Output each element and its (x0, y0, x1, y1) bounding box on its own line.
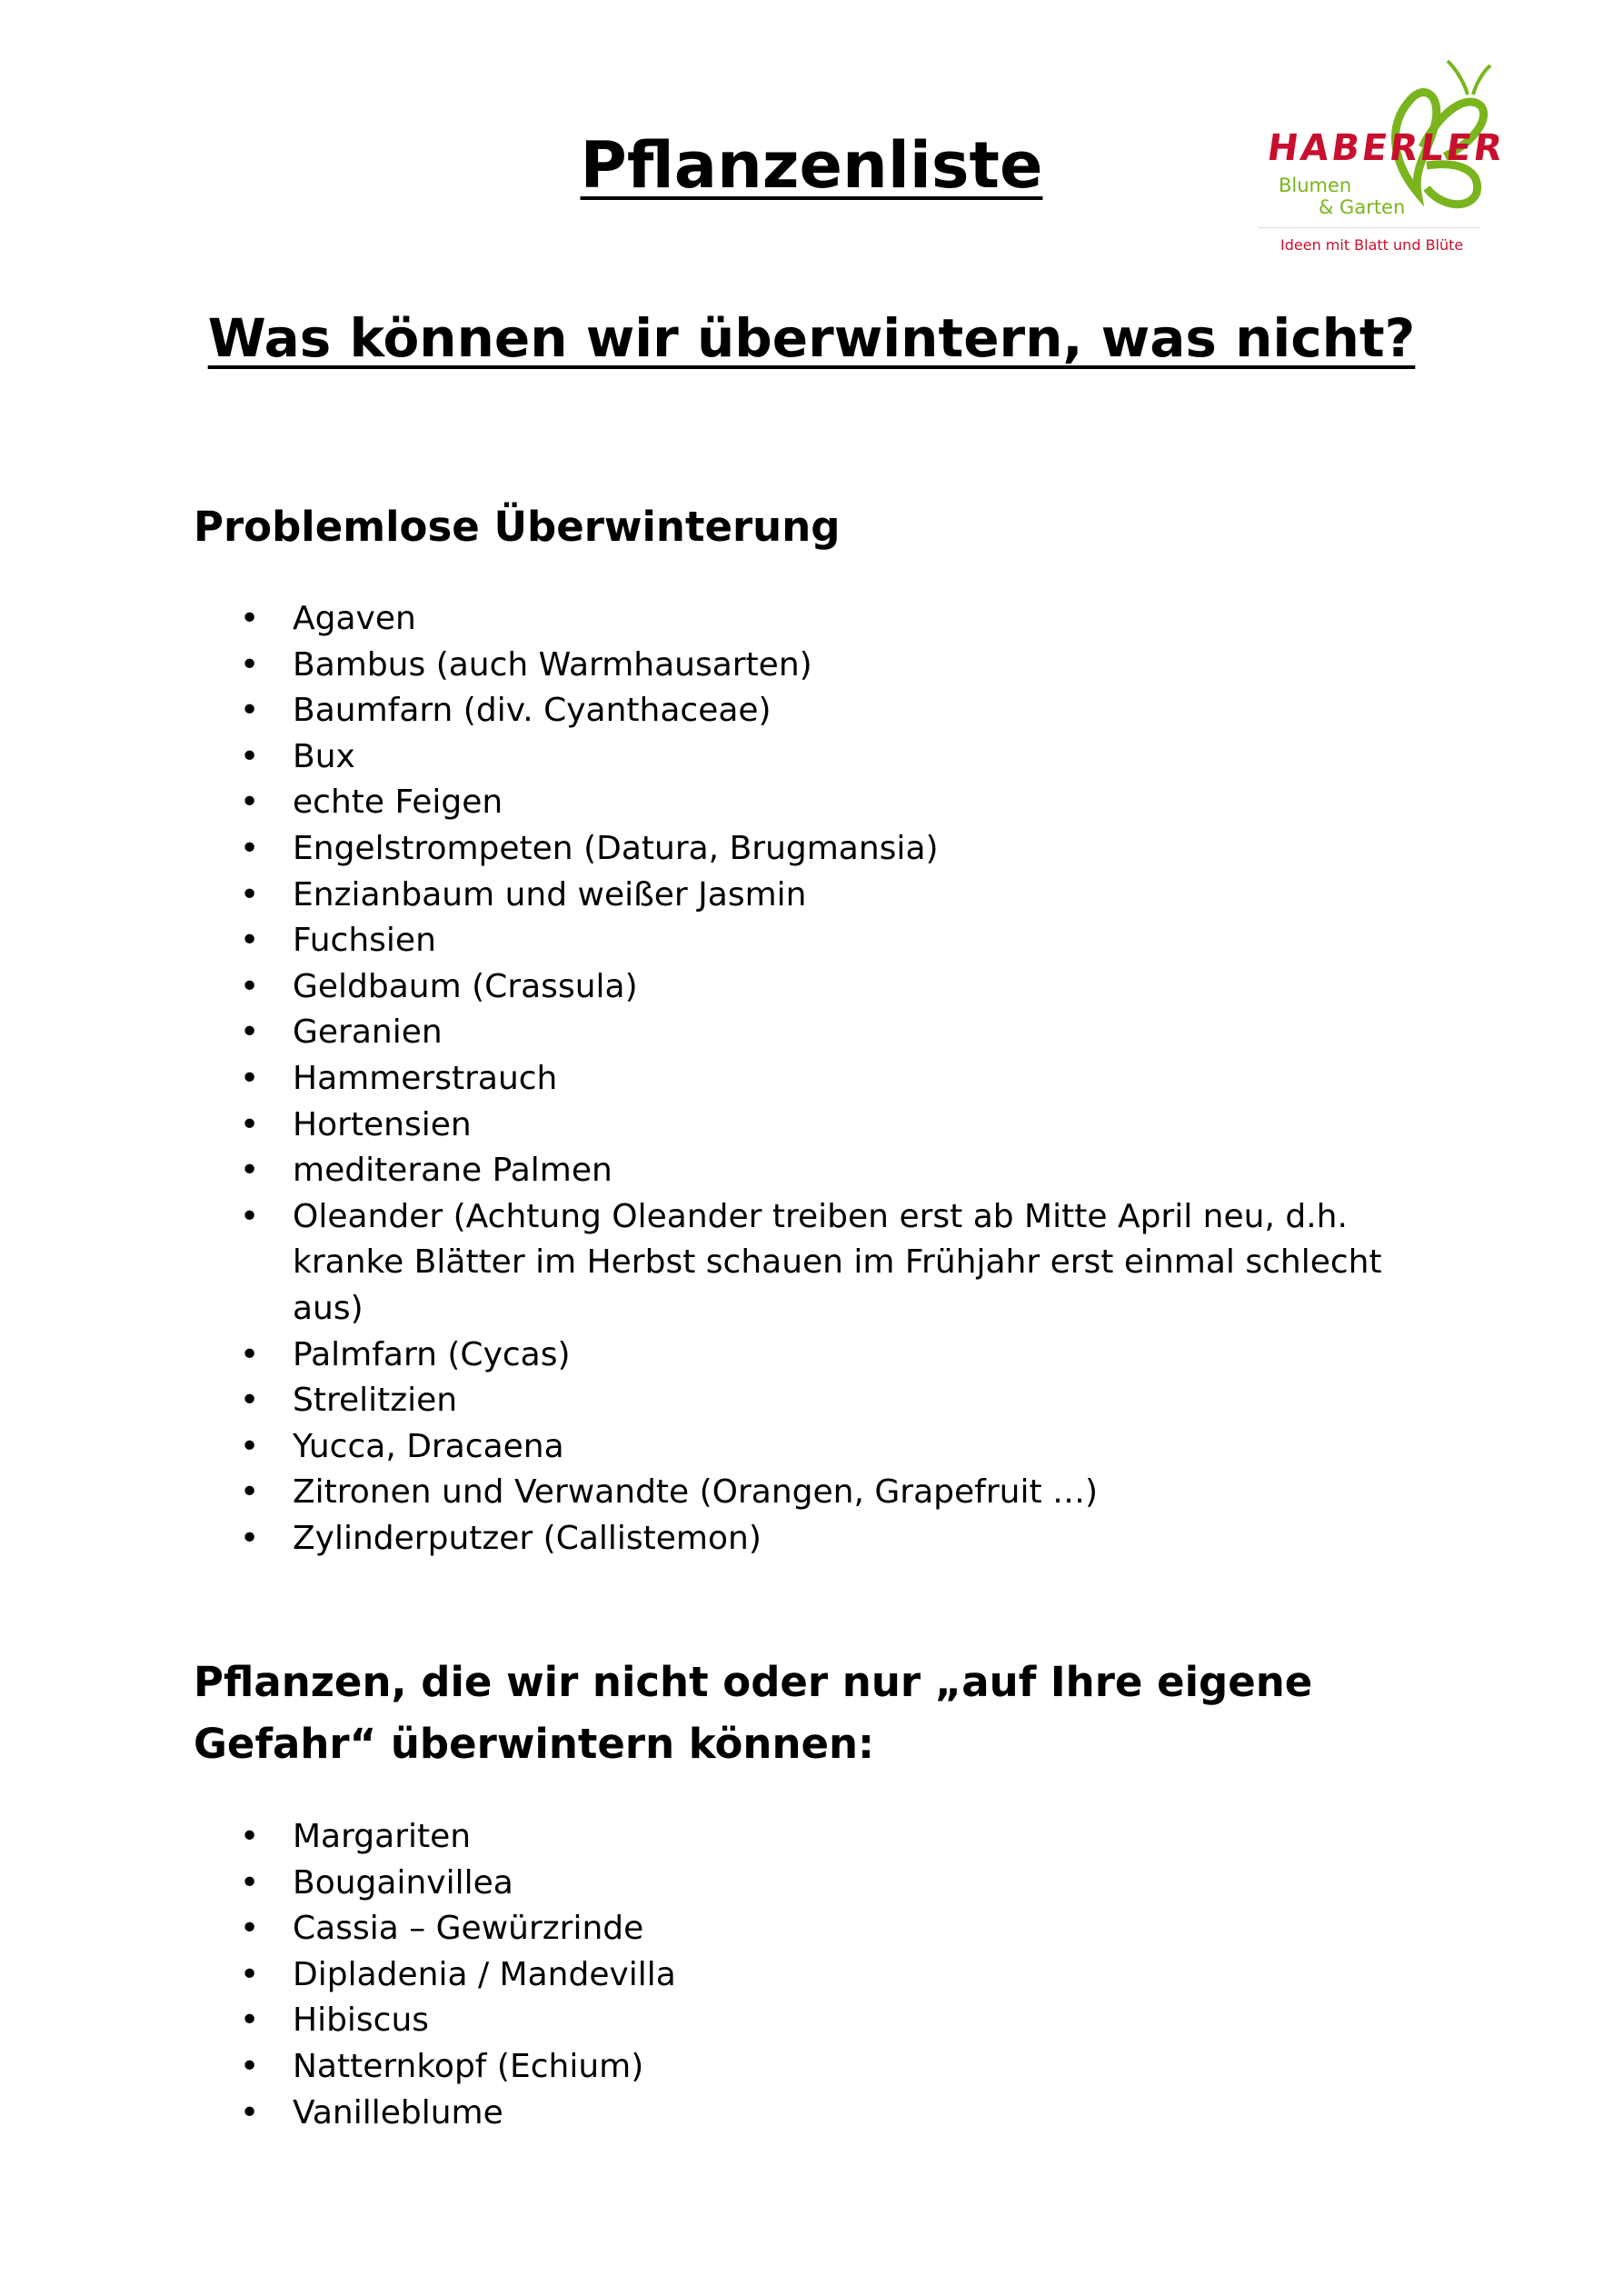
list-item-text: Hammerstrauch (293, 1059, 558, 1097)
bullet-icon: • (240, 737, 260, 775)
bullet-icon: • (240, 967, 260, 1005)
bullet-icon: • (240, 692, 260, 730)
logo-line-blumen: Blumen (1279, 175, 1352, 196)
list-item (240, 780, 1439, 826)
list-item (240, 688, 1439, 734)
list-item (240, 596, 1439, 643)
list-item (240, 1333, 1439, 1379)
list-item (240, 1148, 1439, 1194)
list-item-text: Natternkopf (Echium) (293, 2047, 644, 2085)
bullet-icon: • (240, 600, 260, 637)
list-item (240, 1010, 1439, 1056)
list-item (240, 1056, 1439, 1103)
list-item-text: Margariten (293, 1818, 472, 1855)
bullet-icon: • (240, 2047, 260, 2085)
bullet-icon: • (240, 1335, 260, 1373)
bullet-icon: • (240, 1152, 260, 1190)
bullet-icon: • (240, 1818, 260, 1855)
bullet-icon: • (240, 1382, 260, 1420)
bullet-icon: • (240, 1519, 260, 1557)
plant-list-gefahr (240, 1814, 1439, 2136)
logo-brand-name: HABERLER (1264, 127, 1508, 169)
list-item-text: Oleander (Achtung Oleander treiben erst ab Mitte April neu, d.h. kranke Blätter im Herbst schauen im Frühjahr erst einmal schlecht aus) (293, 1197, 1382, 1327)
list-item (240, 2044, 1439, 2091)
list-item-text: Yucca, Dracaena (293, 1427, 564, 1465)
bullet-icon: • (240, 922, 260, 960)
list-item-text: Enzianbaum und weißer Jasmin (293, 875, 807, 913)
list-item-text: Agaven (293, 600, 416, 637)
bullet-icon: • (240, 1863, 260, 1902)
list-item (240, 1952, 1439, 1999)
list-item (240, 1998, 1439, 2044)
bullet-icon: • (240, 1910, 260, 1948)
bullet-icon: • (240, 2002, 260, 2040)
plant-list-problemlose (240, 596, 1439, 1562)
list-item-text: Bux (293, 737, 355, 775)
list-item (240, 1861, 1439, 1907)
list-item (240, 1814, 1439, 1861)
list-item (240, 1424, 1439, 1471)
list-item (240, 1906, 1439, 1952)
bullet-icon: • (240, 1473, 260, 1512)
bullet-icon: • (240, 1427, 260, 1465)
bullet-icon: • (240, 829, 260, 867)
list-item (240, 1470, 1439, 1516)
list-item-text: Bambus (auch Warmhausarten) (293, 645, 812, 684)
bullet-icon: • (240, 1013, 260, 1052)
list-item (240, 826, 1439, 873)
list-item (240, 1103, 1439, 1149)
list-item-text: Zitronen und Verwandte (Orangen, Grapefruit …) (293, 1473, 1099, 1512)
haberler-logo (1259, 56, 1508, 265)
bullet-icon: • (240, 2093, 260, 2131)
list-item (240, 964, 1439, 1011)
bullet-icon: • (240, 645, 260, 684)
list-item-text: Engelstrompeten (Datura, Brugmansia) (293, 829, 939, 867)
list-item (240, 643, 1439, 689)
logo-tagline: Ideen mit Blatt und Blüte (1280, 236, 1464, 254)
list-item (240, 2091, 1439, 2137)
list-item-text: Baumfarn (div. Cyanthaceae) (293, 692, 772, 730)
logo-line-garten: & Garten (1319, 196, 1406, 218)
bullet-icon: • (240, 875, 260, 913)
list-item-text: mediterane Palmen (293, 1152, 612, 1190)
list-item-text: Strelitzien (293, 1382, 458, 1420)
bullet-icon: • (240, 1955, 260, 1993)
list-item-text: Palmfarn (Cycas) (293, 1335, 571, 1373)
list-item (240, 734, 1439, 781)
list-item-text: Geldbaum (Crassula) (293, 967, 638, 1005)
list-item (240, 918, 1439, 964)
list-item (240, 873, 1439, 919)
list-item-text: Vanilleblume (293, 2093, 503, 2131)
list-item-text: echte Feigen (293, 784, 503, 822)
bullet-icon: • (240, 784, 260, 822)
page-title: Pflanzenliste (580, 128, 1043, 203)
bullet-icon: • (240, 1105, 260, 1143)
list-item (240, 1378, 1439, 1424)
list-item-text: Geranien (293, 1013, 443, 1052)
list-item (240, 1516, 1439, 1562)
list-item-text: Zylinderputzer (Callistemon) (293, 1519, 762, 1557)
bullet-icon: • (240, 1059, 260, 1097)
page-subtitle: Was können wir überwintern, was nicht? (207, 307, 1416, 369)
bullet-icon: • (240, 1197, 260, 1235)
list-item-text: Dipladenia / Mandevilla (293, 1955, 676, 1993)
list-item-text: Hibiscus (293, 2002, 430, 2040)
section-heading-problemlose: Problemlose Überwinterung (194, 503, 841, 551)
logo-divider (1259, 227, 1480, 228)
list-item-text: Cassia – Gewürzrinde (293, 1910, 644, 1948)
list-item (240, 1194, 1439, 1333)
section-heading-gefahr: Pflanzen, die wir nicht oder nur „auf Ihre eigene Gefahr“ überwintern können: (194, 1658, 1313, 1768)
list-item-text: Bougainvillea (293, 1863, 513, 1902)
list-item-text: Hortensien (293, 1105, 472, 1143)
list-item-text: Fuchsien (293, 922, 436, 960)
